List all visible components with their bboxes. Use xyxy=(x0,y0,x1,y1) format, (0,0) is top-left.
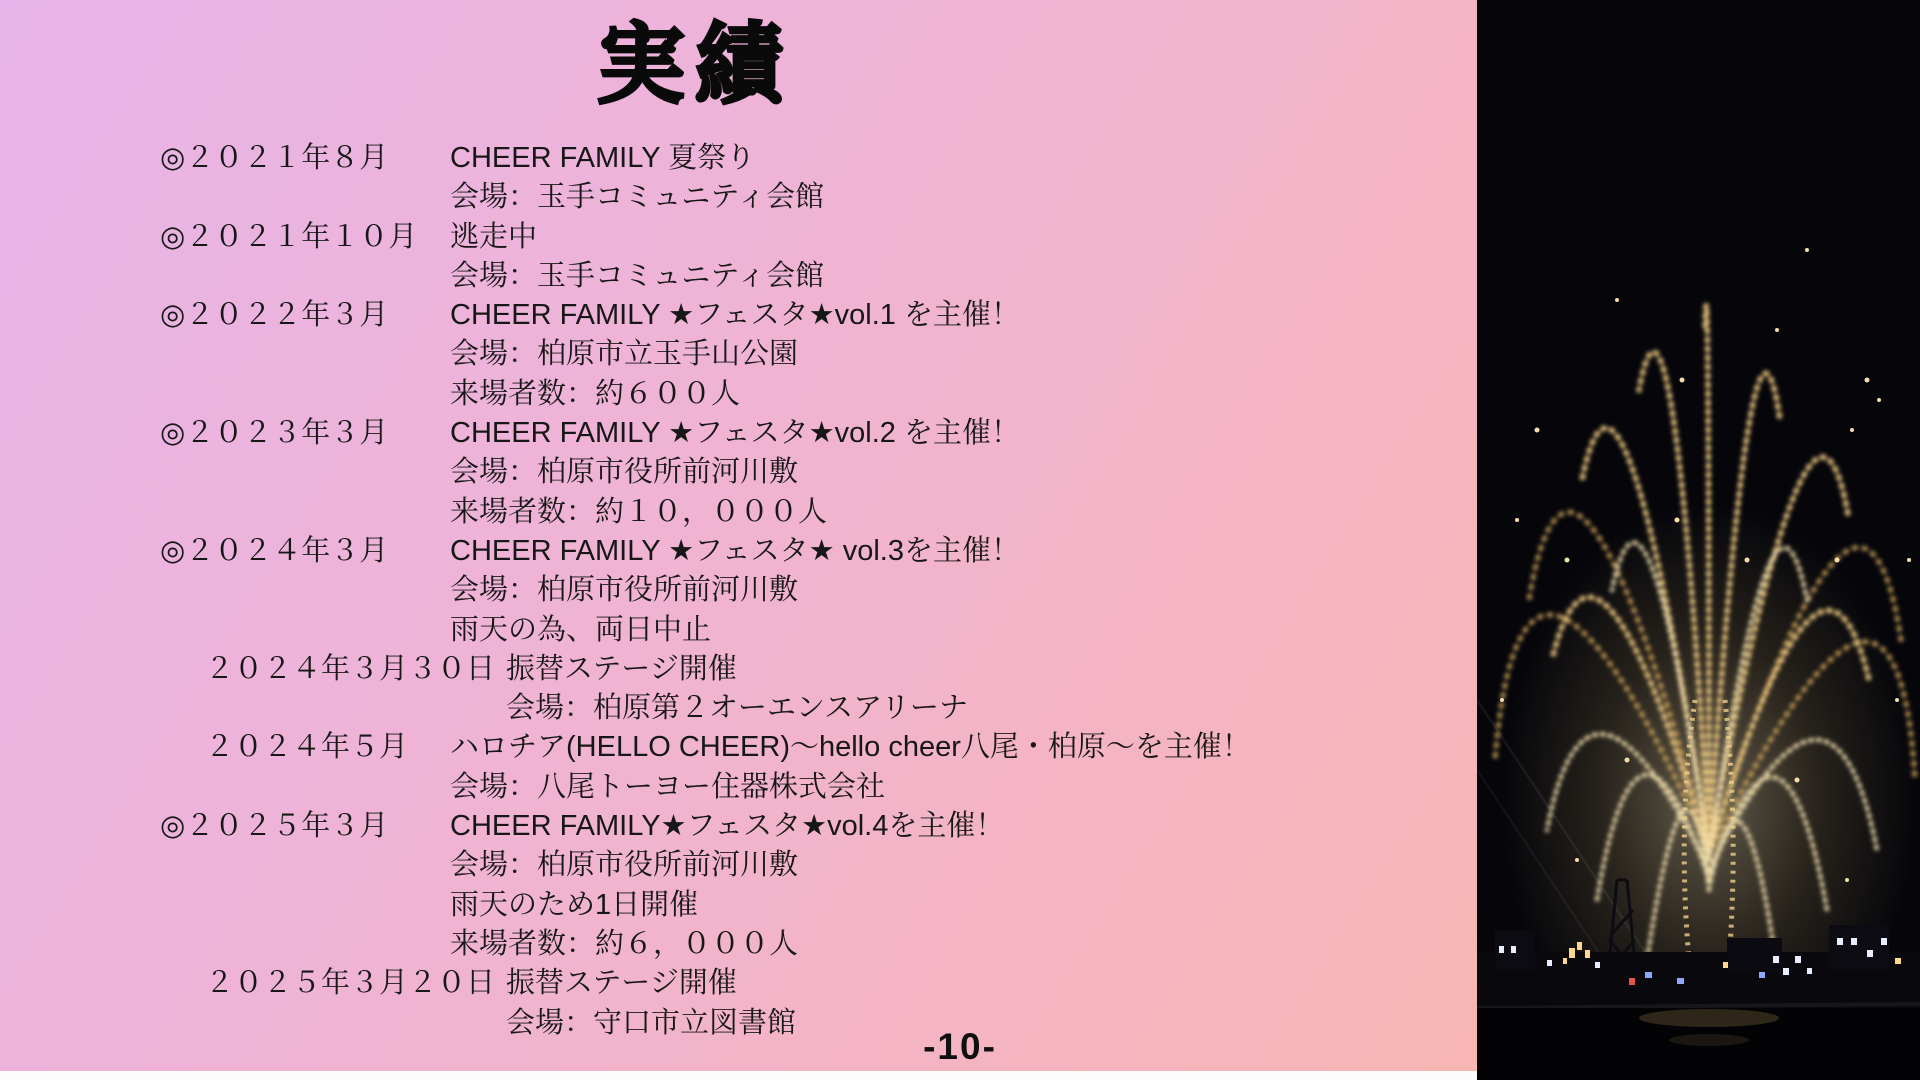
timeline-row xyxy=(160,925,1390,964)
timeline-row xyxy=(160,571,1390,610)
timeline-date: ２０２４年５月 xyxy=(205,731,409,764)
timeline-text: 会場：柏原市役所前河川敷 xyxy=(450,849,799,882)
timeline-date: ◎２０２１年１０月 xyxy=(160,220,418,253)
timeline-row xyxy=(160,964,1390,1003)
timeline-text: ハロチア(HELLO CHEER)〜hello cheer八尾・柏原〜を主催！ xyxy=(450,731,1251,764)
page-title: 実績 xyxy=(596,15,793,114)
timeline-row xyxy=(160,178,1390,217)
timeline-text: 振替ステージ開催 xyxy=(506,652,737,685)
timeline-date: ◎２０２４年３月 xyxy=(160,534,389,567)
timeline-text: 逃走中 xyxy=(450,220,538,253)
timeline-row xyxy=(160,650,1390,689)
timeline-text: 会場：玉手コミュニティ会館 xyxy=(450,181,825,214)
red-light xyxy=(1629,978,1635,985)
timeline-text: CHEER FAMILY ★フェスタ★vol.2 を主催！ xyxy=(450,417,1020,450)
timeline-date: ◎２０２２年３月 xyxy=(160,299,389,332)
timeline-text: CHEER FAMILY ★フェスタ★vol.1 を主催！ xyxy=(450,299,1020,332)
timeline-text: 雨天のため1日開催 xyxy=(450,888,699,921)
timeline-text: 来場者数：約１０，０００人 xyxy=(450,495,828,528)
timeline-text: 来場者数：約６，０００人 xyxy=(450,927,799,960)
timeline-text: 会場：柏原市役所前河川敷 xyxy=(450,574,799,607)
timeline-row xyxy=(160,139,1390,178)
timeline-row xyxy=(160,807,1390,846)
timeline-text: 会場：八尾トーヨー住器株式会社 xyxy=(450,770,886,803)
timeline-text: 振替ステージ開催 xyxy=(506,967,737,1000)
timeline-row xyxy=(160,335,1390,374)
timeline-text: CHEER FAMILY 夏祭り xyxy=(450,142,756,174)
timeline-date: ◎２０２１年８月 xyxy=(160,142,389,174)
timeline-text: 雨天の為、両日中止 xyxy=(450,613,712,646)
foreground xyxy=(1477,1004,1920,1080)
timeline-text: 会場：柏原第２オーエンスアリーナ xyxy=(506,692,968,725)
fireworks-illustration xyxy=(1477,0,1920,1080)
timeline-row xyxy=(160,846,1390,885)
page-number: -10- xyxy=(923,1026,997,1067)
timeline-text: CHEER FAMILY★フェスタ★vol.4を主催！ xyxy=(450,810,1005,843)
timeline-row xyxy=(160,414,1390,453)
timeline-row xyxy=(160,257,1390,296)
timeline-date: ◎２０２５年３月 xyxy=(160,810,389,843)
timeline-row xyxy=(160,768,1390,807)
timeline-date: ２０２５年３月２０日 xyxy=(205,967,496,1000)
timeline-row xyxy=(160,611,1390,650)
timeline-row xyxy=(160,1004,1390,1043)
timeline xyxy=(160,139,1390,1043)
timeline-row xyxy=(160,296,1390,335)
timeline-row xyxy=(160,532,1390,571)
timeline-row xyxy=(160,886,1390,925)
timeline-text: 会場：柏原市役所前河川敷 xyxy=(450,456,799,489)
timeline-text: 会場：玉手コミュニティ会館 xyxy=(450,259,825,292)
timeline-row xyxy=(160,375,1390,414)
timeline-text: 会場：柏原市立玉手山公園 xyxy=(450,338,799,371)
timeline-text: CHEER FAMILY ★フェスタ★ vol.3を主催！ xyxy=(450,534,1020,567)
timeline-text: 来場者数：約６００人 xyxy=(450,377,741,410)
slide-bottom-edge xyxy=(0,1071,1477,1080)
timeline-date: ２０２４年３月３０日 xyxy=(205,652,496,685)
timeline-row xyxy=(160,218,1390,257)
timeline-date: ◎２０２３年３月 xyxy=(160,417,389,450)
fireworks-photo xyxy=(1477,0,1920,1080)
timeline-row xyxy=(160,453,1390,492)
timeline-row xyxy=(160,689,1390,728)
timeline-row xyxy=(160,728,1390,767)
timeline-row xyxy=(160,493,1390,532)
timeline-text: 会場：守口市立図書館 xyxy=(506,1006,797,1039)
